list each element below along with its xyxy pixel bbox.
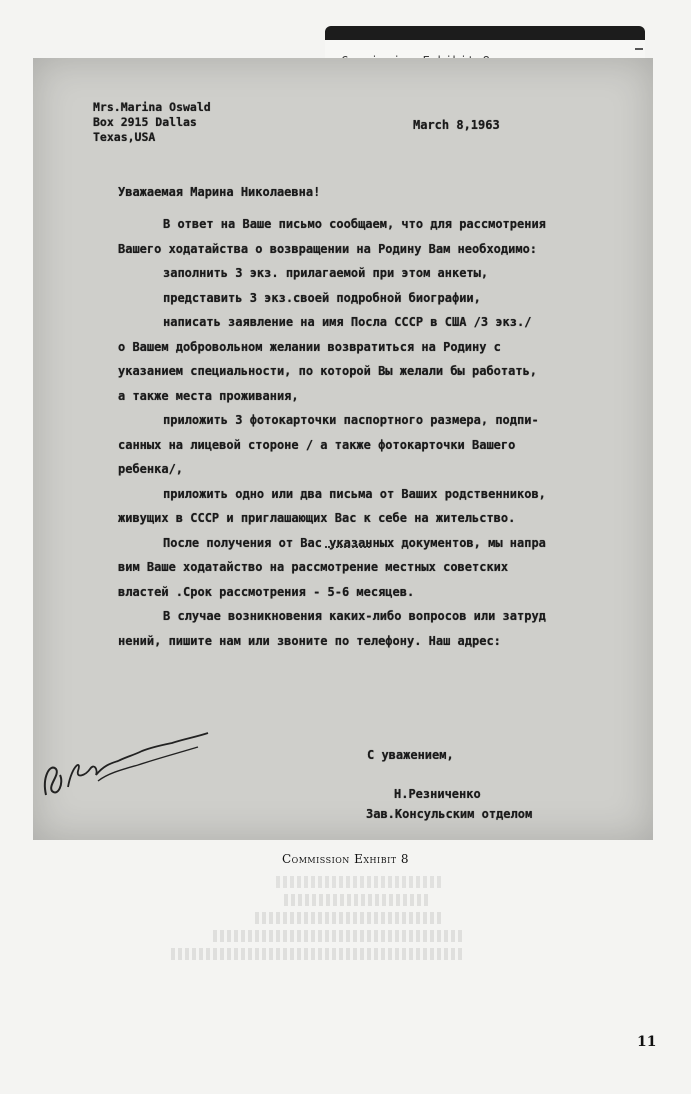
body-line: В ответ на Ваше письмо сообщаем, что для рассмотрения (163, 217, 546, 231)
exhibit-caption: Commission Exhibit 8 (281, 852, 410, 866)
body-line: После получения от Вас указанных документов, мы напра (163, 535, 546, 550)
bleed-through-text (150, 870, 570, 990)
body-line: санных на лицевой стороне / а также фотокарточки Вашего (118, 437, 516, 452)
address-line: Box 2915 Dallas (93, 115, 197, 129)
body-line: вим Ваше ходатайство на рассмотрение местных советских (118, 560, 509, 574)
body-line: представить 3 экз.своей подробной биографии, (163, 290, 481, 305)
body-line: а также места проживания, (118, 388, 299, 403)
signer-title: Зав.Консульским отделом (366, 807, 533, 821)
page-number: 11 (637, 1034, 657, 1050)
body-line: приложить 3 фотокарточки паспортного размера, подпи- (163, 413, 539, 427)
body-line: живущих в СССР и приглашающих Вас к себе на жительство. (118, 511, 516, 525)
body-line: приложить одно или два письма от Ваших родственников, (163, 486, 546, 501)
body-line: В случае возникновения каких-либо вопросов или затруд (163, 609, 546, 623)
dotted-mark (325, 546, 370, 550)
body-line: властей .Срок рассмотрения - 5-6 месяцев. (118, 584, 415, 599)
address-line: Mrs.Marina Oswald (93, 100, 211, 114)
body-line: заполнить 3 экз. прилагаемой при этом анкеты, (163, 266, 489, 280)
salutation: Уважаемая Марина Николаевна! (118, 185, 321, 199)
body-line: указанием специальности, по которой Вы желали бы работать, (118, 364, 538, 378)
body-line: о Вашем добровольном желании возвратиться на Родину с (118, 339, 501, 354)
letter-body (118, 212, 546, 653)
exhibit-tab-bar (325, 26, 645, 40)
tab-dash-right (635, 48, 643, 50)
body-line: написать заявление на имя Посла СССР в США /3 экз./ (163, 315, 532, 329)
signer-name: Н.Резниченко (394, 787, 481, 801)
letter-date: March 8,1963 (413, 118, 500, 132)
recipient-address (93, 100, 211, 145)
body-line: нений, пишите нам или звоните по телефону. Наш адрес: (118, 633, 501, 648)
body-line: ребенка/, (118, 462, 184, 476)
body-line: Вашего ходатайства о возвращении на Родину Вам необходимо: (118, 241, 538, 256)
handwritten-signature (38, 725, 218, 810)
signer-block (366, 784, 532, 824)
address-line: Texas,USA (93, 130, 156, 144)
closing: С уважением, (367, 748, 454, 762)
